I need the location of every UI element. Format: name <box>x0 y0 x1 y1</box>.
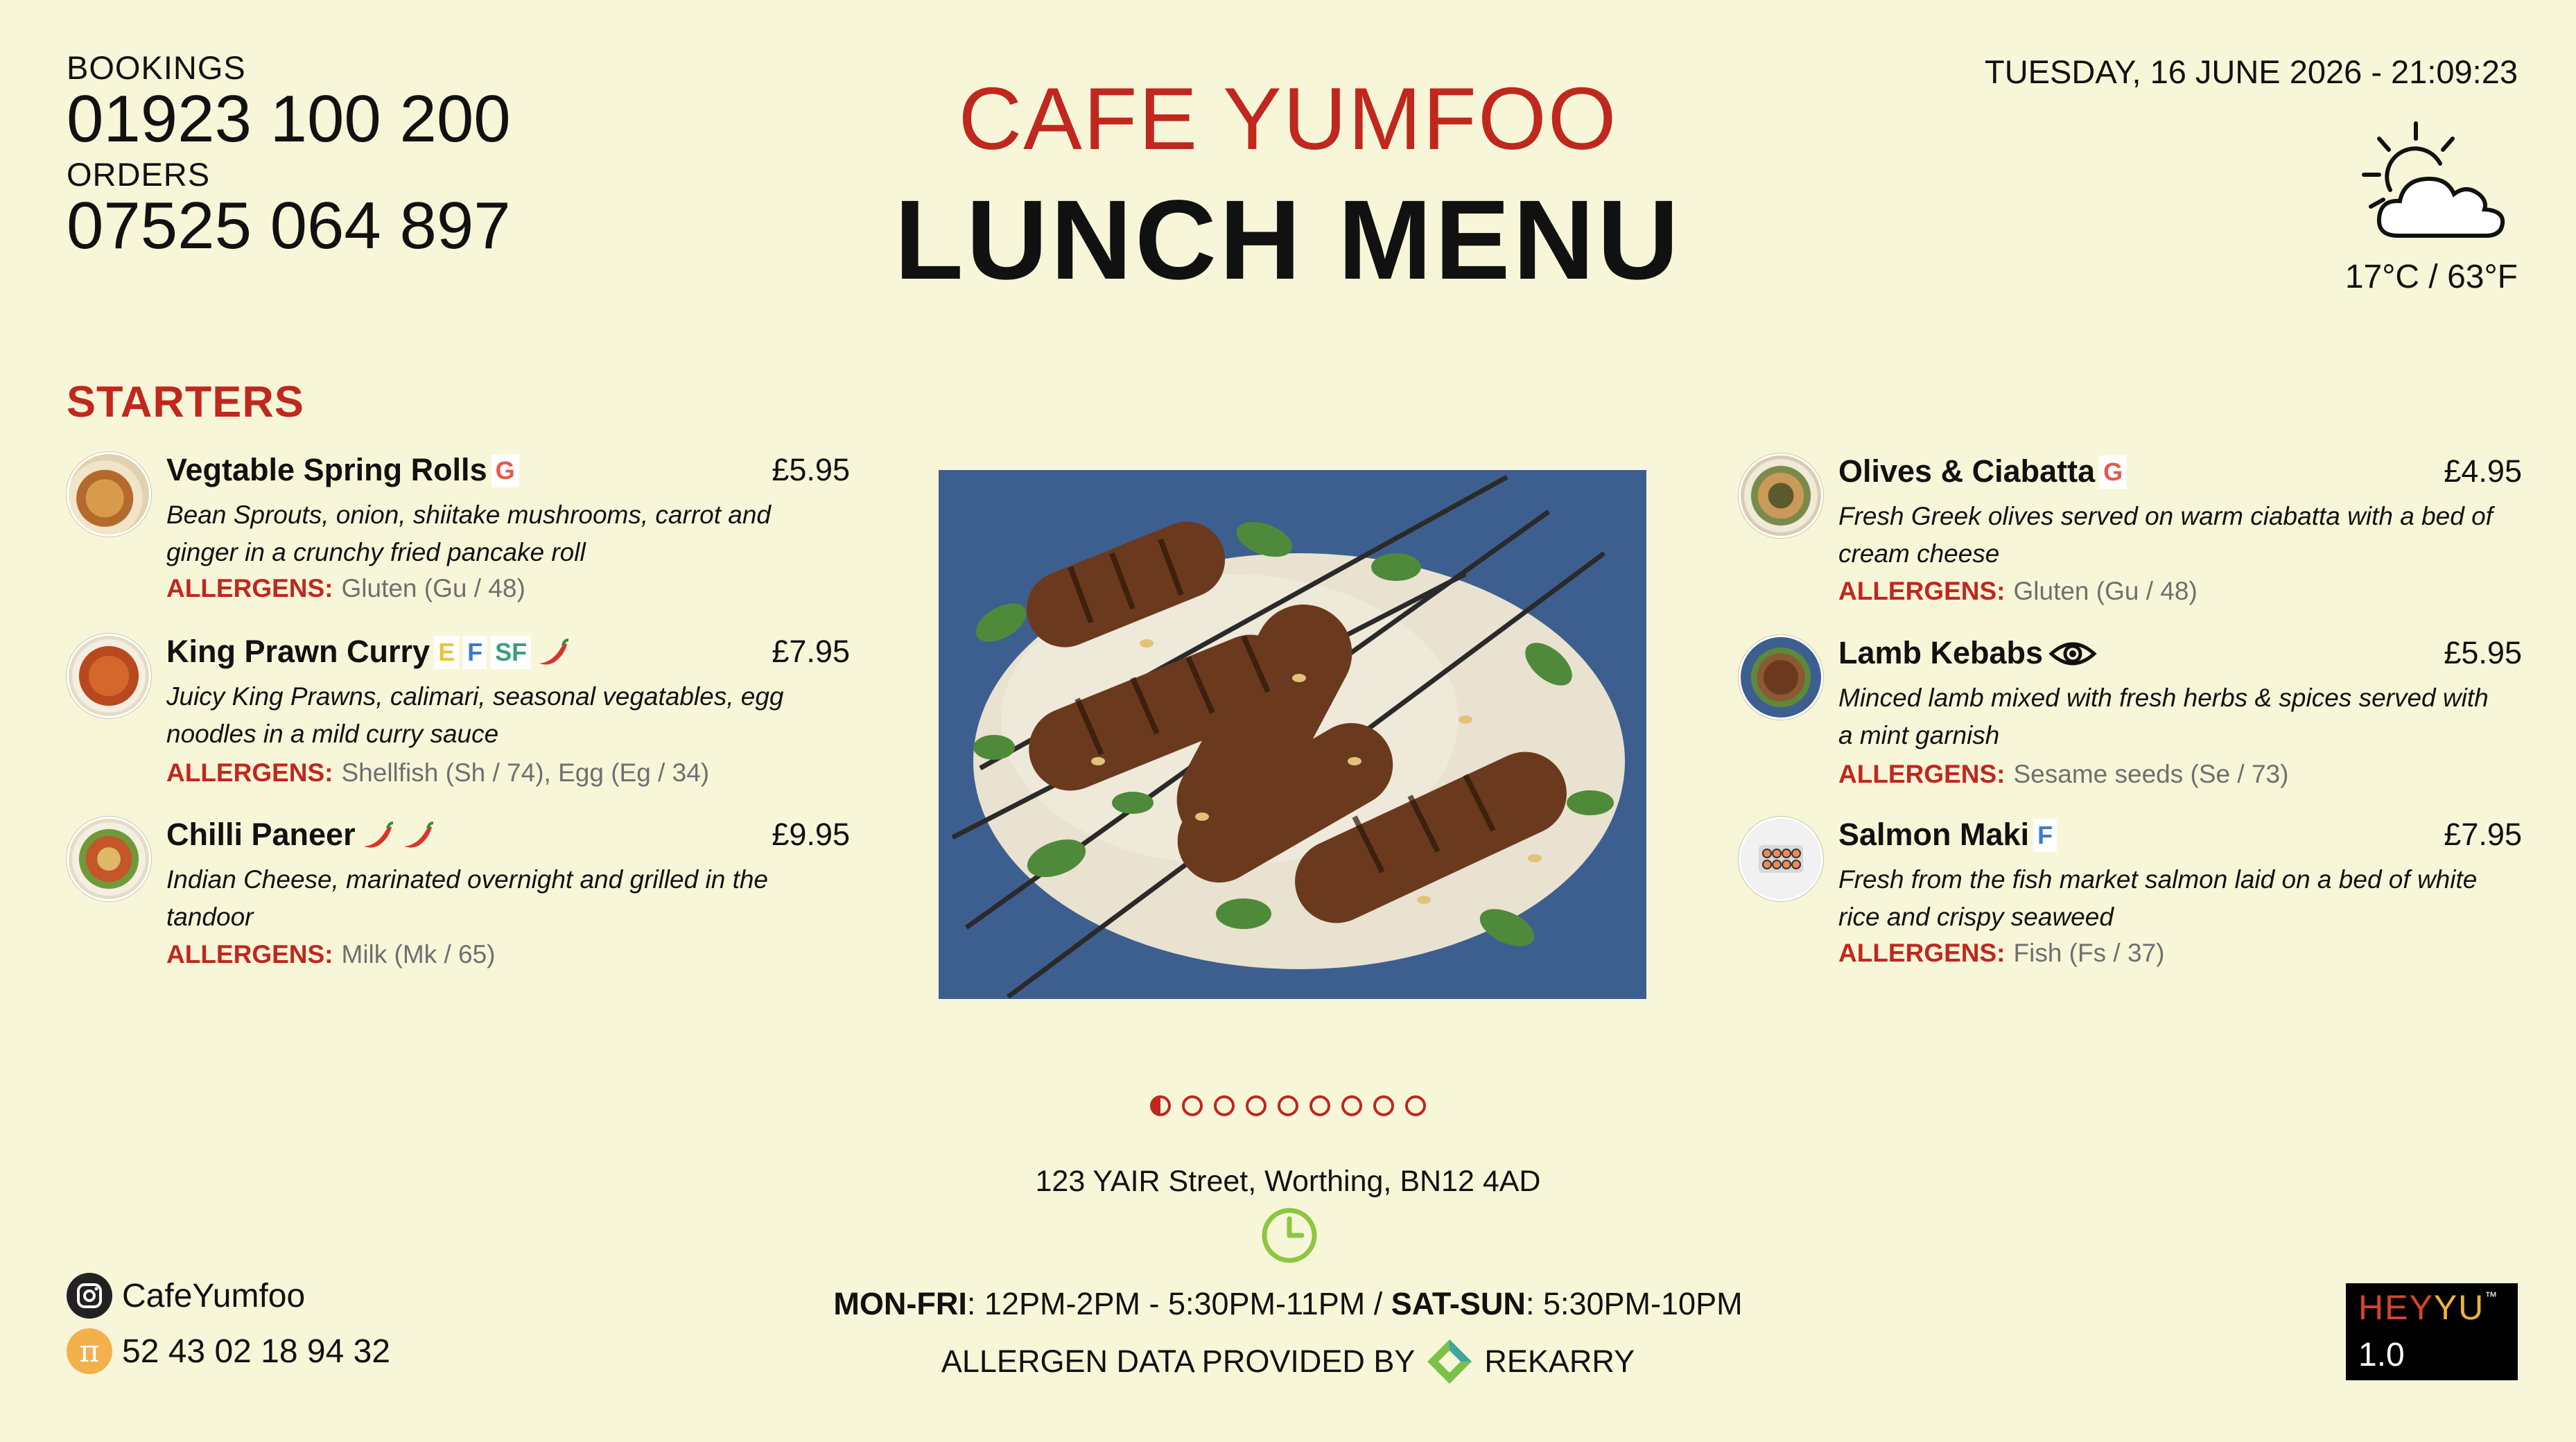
menu-item[interactable] <box>67 452 850 625</box>
item-name-row <box>1838 635 2097 671</box>
orders-number[interactable]: 07525 064 897 <box>67 189 511 263</box>
carousel-dot[interactable] <box>1278 1095 1298 1116</box>
item-name-row <box>166 817 436 853</box>
allergens-label: ALLERGENS: <box>166 940 333 968</box>
heyyu-logo <box>2346 1283 2518 1380</box>
carousel-dot[interactable] <box>1246 1095 1267 1116</box>
chilli-icon <box>358 820 396 851</box>
instagram-handle: CafeYumfoo <box>122 1277 306 1314</box>
allergen-partner[interactable]: REKARRY <box>1484 1344 1635 1379</box>
allergen-credit-text: ALLERGEN DATA PROVIDED BY <box>941 1344 1416 1379</box>
item-name: Chilli Paneer <box>166 817 356 852</box>
menu-item[interactable] <box>67 634 850 807</box>
item-name: Lamb Kebabs <box>1838 635 2044 670</box>
item-price: £7.95 <box>2444 817 2522 852</box>
item-allergens <box>166 940 496 969</box>
item-allergens <box>1838 760 2288 789</box>
item-description: Fresh Greek olives served on warm ciabatta with a bed of cream cheese <box>1838 502 2493 568</box>
allergens-label: ALLERGENS: <box>1838 760 2005 788</box>
item-name-row <box>166 634 571 670</box>
brand-part1: HEY <box>2358 1288 2434 1327</box>
instagram-icon <box>67 1273 112 1319</box>
menu-title: LUNCH MENU <box>894 176 1682 303</box>
bookings-number[interactable]: 01923 100 200 <box>67 82 511 156</box>
fish-badge: F <box>463 636 487 669</box>
carousel-dot[interactable] <box>1214 1095 1235 1116</box>
carousel-dot[interactable] <box>1405 1095 1426 1116</box>
brand-part2: YU <box>2433 1288 2485 1327</box>
shellfish-badge: SF <box>491 636 531 669</box>
spring-rolls-image <box>67 452 151 537</box>
carousel-dot[interactable] <box>1341 1095 1362 1116</box>
item-name-row <box>166 452 519 488</box>
pi-number: 52 43 02 18 94 32 <box>122 1332 391 1370</box>
item-description: Minced lamb mixed with fresh herbs & spices served with a mint garnish <box>1838 684 2489 749</box>
gluten-badge: G <box>491 454 519 487</box>
item-price: £5.95 <box>772 452 850 487</box>
gluten-badge: G <box>2099 455 2127 489</box>
item-name: Vegtable Spring Rolls <box>166 452 487 487</box>
salmon-maki-image <box>1739 817 1823 901</box>
item-description: Indian Cheese, marinated overnight and grilled in the tandoor <box>166 865 769 931</box>
weekend-hours: : 5:30PM-10PM <box>1525 1286 1743 1321</box>
lamb-kebabs-image <box>1739 635 1823 720</box>
item-description: Juicy King Prawns, calimari, seasonal vegatables, egg noodles in a mild curry sauce <box>166 682 784 748</box>
temperature: 17°C / 63°F <box>2344 259 2518 295</box>
cafe-name: CAFE YUMFOO <box>958 69 1618 168</box>
carousel-pagination <box>0 1095 2576 1116</box>
allergens-value: Sesame seeds (Se / 73) <box>2013 760 2289 788</box>
pi-contact[interactable] <box>67 1328 390 1374</box>
clock-icon <box>1260 1206 1319 1265</box>
carousel-dot[interactable] <box>1182 1095 1203 1116</box>
item-name: King Prawn Curry <box>166 634 430 669</box>
weekday-label: MON-FRI <box>833 1286 967 1321</box>
allergens-label: ALLERGENS: <box>166 758 333 787</box>
orders-label: ORDERS <box>67 156 211 193</box>
instagram-link[interactable] <box>67 1273 305 1319</box>
item-name-row <box>1838 817 2057 853</box>
rekarry-logo-icon <box>1425 1337 1474 1387</box>
allergens-value: Gluten (Gu / 48) <box>341 574 525 602</box>
chilli-icon <box>534 637 571 668</box>
allergens-label: ALLERGENS: <box>166 574 333 602</box>
egg-badge: E <box>434 636 459 669</box>
item-name: Olives & Ciabatta <box>1838 453 2096 489</box>
item-name-row <box>1838 453 2127 489</box>
weekday-hours: : 12PM-2PM - 5:30PM-11PM / <box>966 1286 1391 1321</box>
featured-dish-image <box>939 470 1646 999</box>
carousel-dot[interactable] <box>1150 1095 1171 1116</box>
item-price: £7.95 <box>772 634 850 669</box>
version: 1.0 <box>2358 1337 2405 1373</box>
item-price: £9.95 <box>772 817 850 852</box>
pi-icon: π <box>67 1328 112 1374</box>
allergens-value: Gluten (Gu / 48) <box>2013 577 2198 605</box>
carousel-dot[interactable] <box>1373 1095 1394 1116</box>
allergens-value: Milk (Mk / 65) <box>341 940 496 968</box>
prawn-curry-image <box>67 634 151 718</box>
allergens-label: ALLERGENS: <box>1838 577 2005 605</box>
item-description: Fresh from the fish market salmon laid on a bed of white rice and crispy seaweed <box>1838 865 2478 931</box>
olives-ciabatta-image <box>1739 453 1823 538</box>
allergens-value: Fish (Fs / 37) <box>2013 939 2165 967</box>
datetime: TUESDAY, 16 JUNE 2026 - 21:09:23 <box>1985 53 2518 90</box>
fish-badge: F <box>2033 819 2057 852</box>
address: 123 YAIR Street, Worthing, BN12 4AD <box>1035 1165 1541 1198</box>
item-allergens <box>166 758 709 788</box>
item-price: £4.95 <box>2444 453 2522 489</box>
allergens-label: ALLERGENS: <box>1838 939 2005 967</box>
brand-tm: ™ <box>2484 1289 2499 1303</box>
item-price: £5.95 <box>2444 635 2522 670</box>
item-description: Bean Sprouts, onion, shiitake mushrooms, carrot and ginger in a crunchy fried pancake roll <box>166 501 772 566</box>
bookings-label: BOOKINGS <box>67 49 246 86</box>
item-allergens <box>1838 577 2198 606</box>
carousel-dot[interactable] <box>1309 1095 1330 1116</box>
menu-item[interactable] <box>1739 453 2522 627</box>
chilli-paneer-image <box>67 817 151 901</box>
menu-item[interactable] <box>1739 817 2522 990</box>
item-allergens <box>166 574 525 603</box>
chilli-icon <box>399 820 436 851</box>
eye-icon <box>2048 639 2097 669</box>
item-allergens <box>1838 939 2164 968</box>
menu-item[interactable] <box>1739 635 2522 808</box>
opening-hours <box>0 1286 2576 1322</box>
weekend-label: SAT-SUN <box>1391 1286 1526 1321</box>
item-name: Salmon Maki <box>1838 817 2030 852</box>
partly-cloudy-icon <box>2350 118 2509 250</box>
menu-item[interactable] <box>67 817 850 990</box>
section-title: STARTERS <box>67 378 304 426</box>
allergens-value: Shellfish (Sh / 74), Egg (Eg / 34) <box>341 758 710 787</box>
